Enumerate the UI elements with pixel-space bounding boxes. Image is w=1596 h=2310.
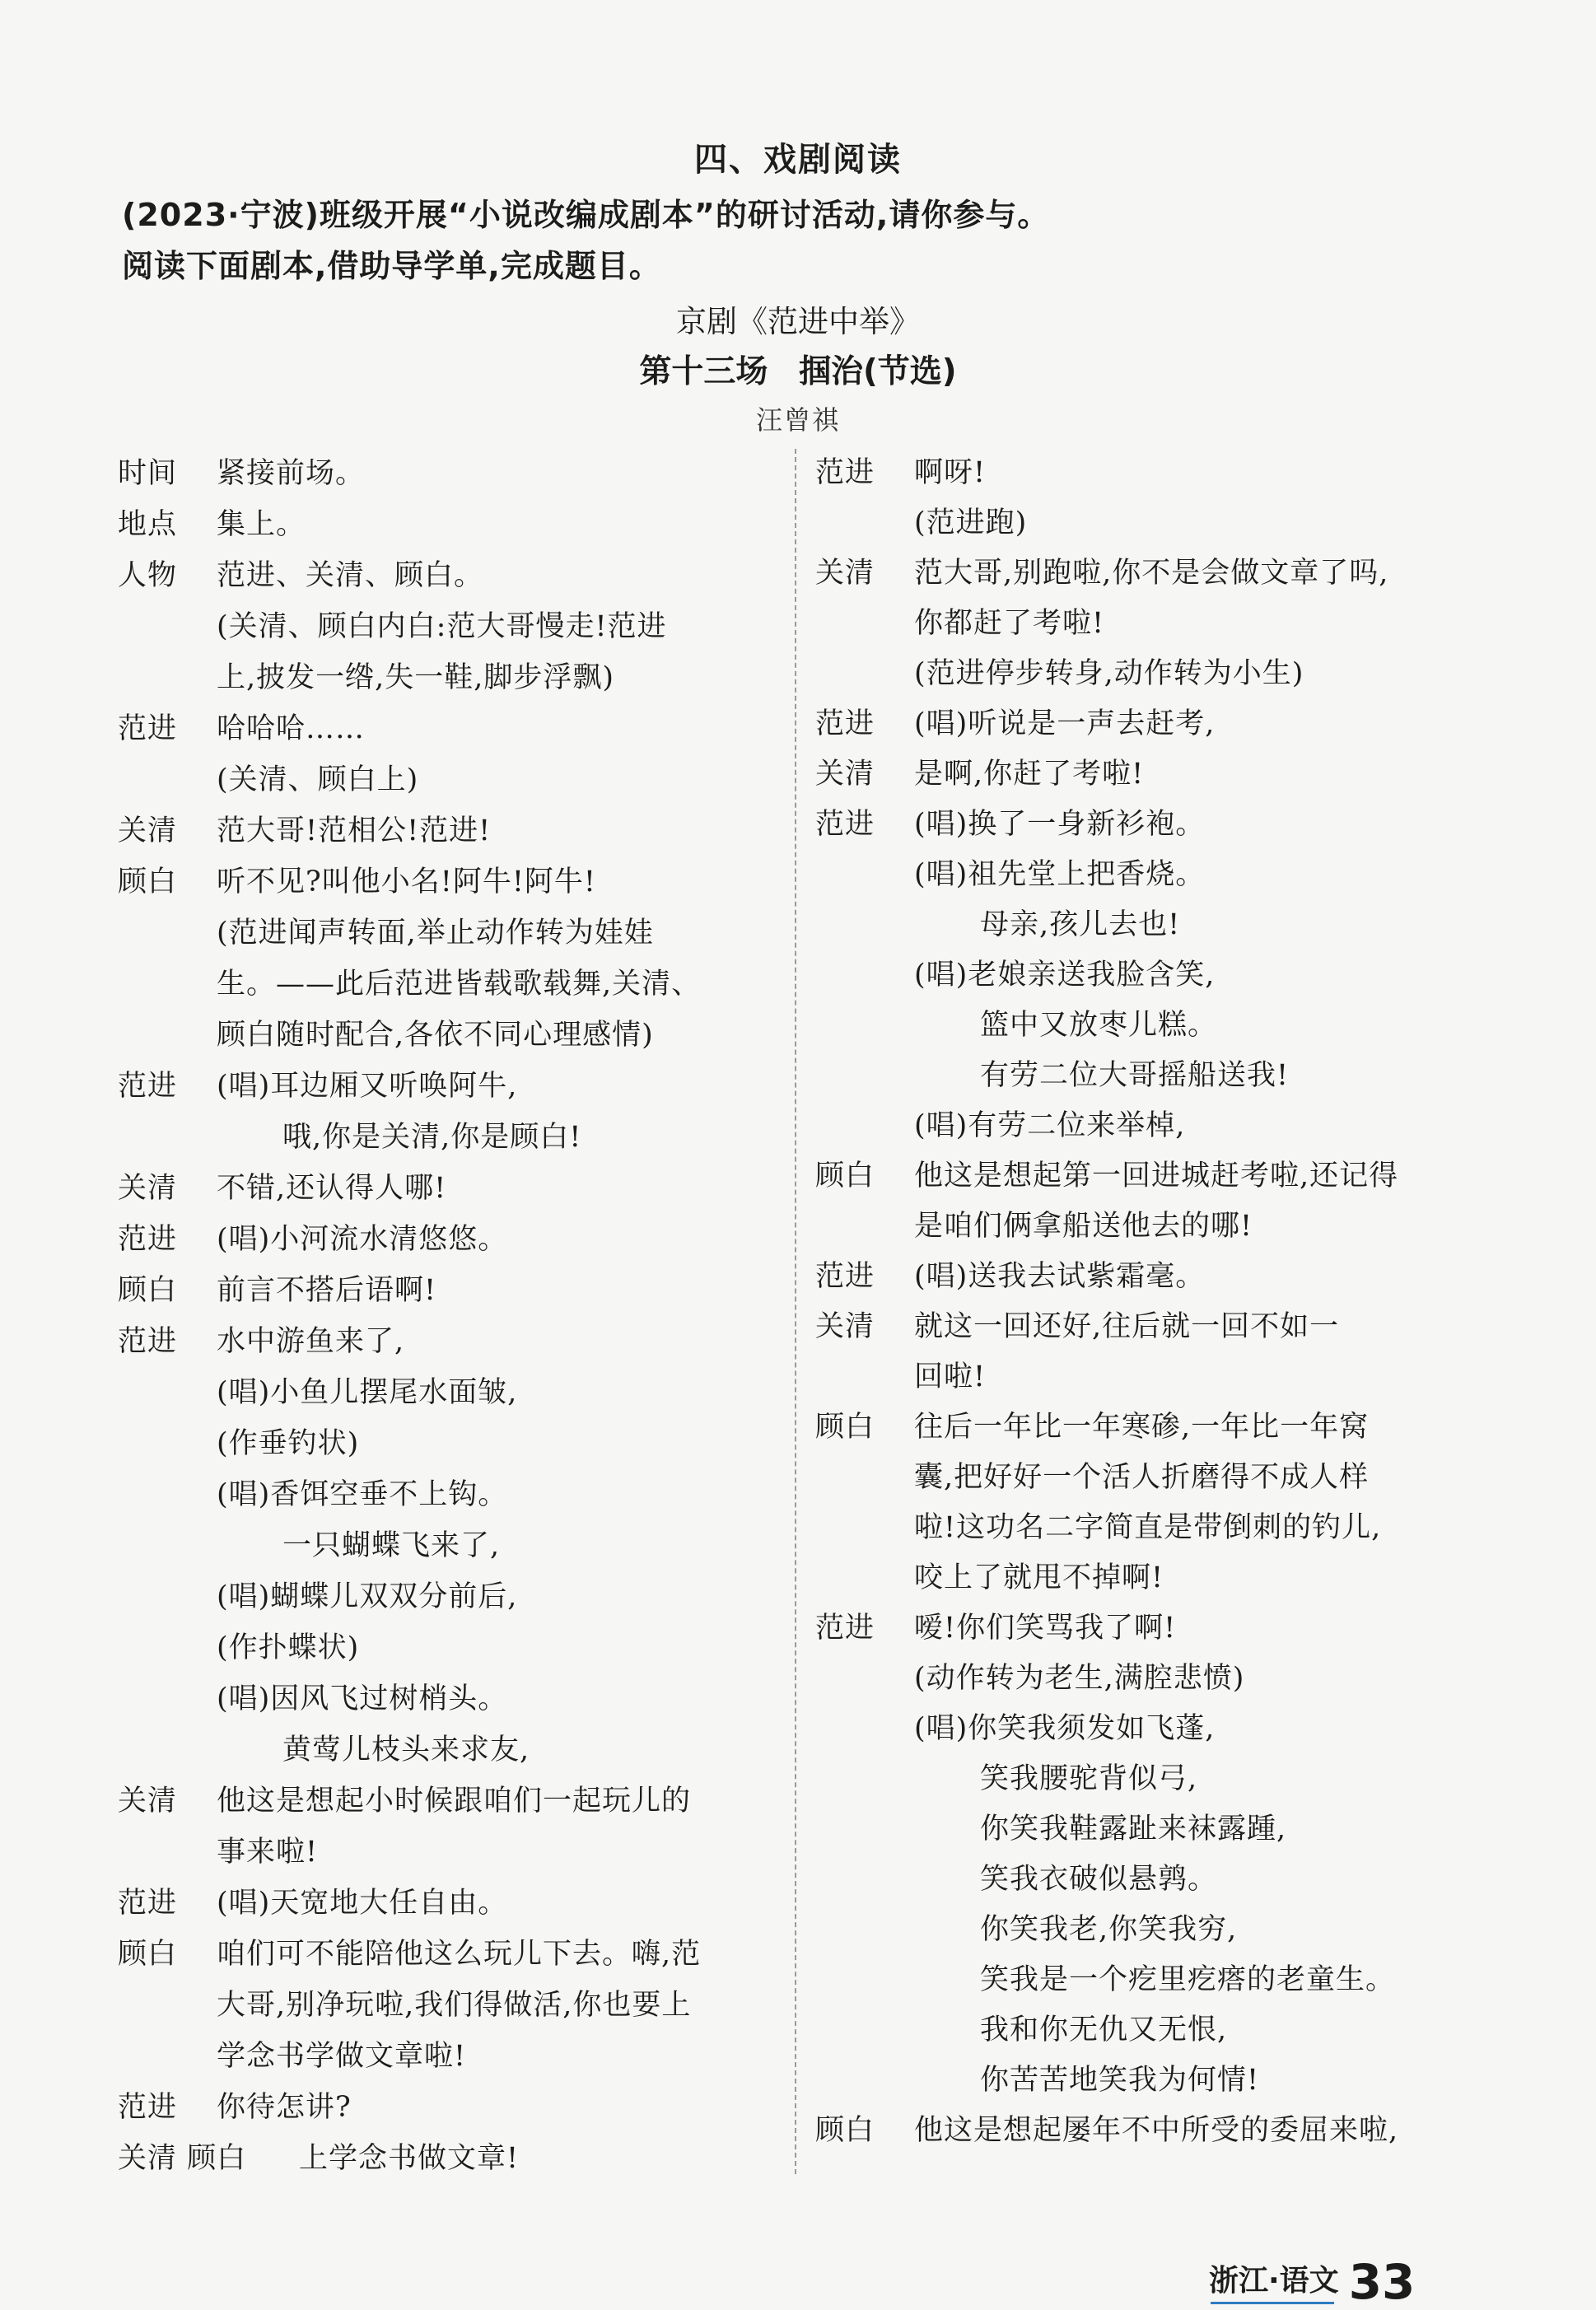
script-text: (作垂钓状) [217,1427,360,1460]
script-line [815,1252,1482,1302]
script-text: 啊呀! [914,456,987,489]
script-text: 是啊,你赶了考啦! [914,758,1145,791]
script-line [815,1503,1482,1553]
script-line [118,1112,777,1163]
script-line [118,2031,777,2082]
script-line [815,1704,1482,1754]
script-text: 哦,你是关清,你是顾白! [282,1121,582,1154]
script-line [118,1776,777,1827]
script-line [815,1804,1482,1855]
script-line [118,550,777,601]
script-text: (唱)你笑我须发如飞蓬, [914,1712,1216,1745]
script-text: 我和你无仇又无恨, [980,2014,1228,2046]
script-line [815,800,1482,850]
script-line [815,498,1482,548]
script-line [815,1001,1482,1051]
script-text: (唱)老娘亲送我脸含笑, [914,959,1216,992]
script-line [118,1673,777,1724]
footer-region: 浙江·语文 [1209,2264,1339,2298]
script-text: (范进停步转身,动作转为小生) [914,657,1304,690]
script-text: 你待怎讲? [217,2091,352,2124]
speaker-label: 范进 [118,1070,178,1103]
footer-accent-underline [1211,2302,1334,2304]
script-line [118,2082,777,2133]
script-text: 他这是想起小时候跟咱们一起玩儿的 [217,1785,692,1818]
script-line [815,950,1482,1001]
script-line [815,1051,1482,1101]
script-text: 往后一年比一年寒碜,一年比一年窝 [914,1411,1370,1444]
script-text: (范进闻声转面,举止动作转为娃娃 [217,917,654,950]
speaker-label: 范进 [118,2091,178,2124]
script-line [815,2056,1482,2106]
script-line [815,599,1482,649]
speaker-label: 范进 [815,456,875,489]
script-line [118,1980,777,2031]
script-line [815,1352,1482,1402]
speaker-label: 关清 [815,758,875,791]
script-line [815,1754,1482,1804]
script-line [815,649,1482,699]
script-line [118,908,777,959]
script-text: (范进跑) [914,506,1028,539]
speaker-label: 顾白 [815,1411,875,1444]
script-text: 母亲,孩儿去也! [980,908,1181,941]
intro-line-1: (2023·宁波)班级开展“小说改编成剧本”的研讨活动,请你参与。 [122,197,1050,233]
script-text: 上学念书做文章! [299,2142,520,2175]
script-line [118,1214,777,1265]
script-text: 顾白随时配合,各依不同心理感情) [217,1019,654,1052]
script-line [815,749,1482,800]
script-text: 囊,把好好一个活人折磨得不成人样 [914,1461,1370,1494]
script-line [118,1316,777,1367]
script-text: 啦!这功名二字简直是带倒刺的钓儿, [914,1511,1382,1544]
script-text: 一只蝴蝶飞来了, [282,1529,501,1562]
script-text: 范大哥,别跑啦,你不是会做文章了吗, [914,557,1389,590]
section-heading: 四、戏剧阅读 [694,141,902,179]
script-text: 咬上了就甩不掉啊! [914,1561,1164,1594]
speaker-label: 范进 [118,1887,178,1920]
page-number: 33 [1348,2254,1416,2310]
speaker-label: 关清 [815,557,875,590]
script-text: 笑我腰驼背似弓, [980,1762,1198,1795]
script-text: (唱)耳边厢又听唤阿牛, [217,1070,518,1103]
script-text: 就这一回还好,往后就一回不如一 [914,1310,1340,1343]
script-line [815,1955,1482,2005]
speaker-label: 关清 [118,814,178,847]
script-line [118,754,777,805]
script-text: (唱)听说是一声去赶考, [914,707,1216,740]
script-line [118,601,777,652]
script-text: 有劳二位大哥摇船送我! [980,1059,1290,1092]
script-text: (唱)因风飞过树梢头。 [217,1682,508,1715]
speaker-label: 顾白 [118,1938,178,1971]
speaker-label: 范进 [815,1612,875,1645]
script-line [815,1402,1482,1453]
speaker-label: 顾白 [118,1274,178,1307]
script-text: (唱)小河流水清悠悠。 [217,1223,508,1256]
script-line [815,1553,1482,1603]
script-text: 咱们可不能陪他这么玩儿下去。嗨,范 [217,1938,702,1971]
script-line [118,1929,777,1980]
script-text: 你笑我老,你笑我穷, [980,1913,1238,1946]
script-line [815,699,1482,749]
script-line [815,850,1482,900]
speaker-label: 关清 [118,1785,178,1818]
speaker-label: 关清 [815,1310,875,1343]
script-line [118,959,777,1010]
script-text: 笑我衣破似悬鹑。 [980,1863,1218,1896]
script-line [118,652,777,703]
speaker-label: 地点 [118,508,178,541]
script-line [815,2005,1482,2056]
script-text: 笑我是一个疙里疙瘩的老童生。 [980,1963,1396,1996]
script-text: (唱)祖先堂上把香烧。 [914,858,1206,891]
script-line [118,1418,777,1469]
script-text: 哈哈哈…… [217,712,366,745]
intro-line-2: 阅读下面剧本,借助导学单,完成题目。 [122,248,661,284]
script-text: (唱)送我去试紫霜毫。 [914,1260,1206,1293]
script-text: 事来啦! [217,1836,319,1869]
author: 汪曾祺 [755,404,840,436]
script-text: (关清、顾白内白:范大哥慢走!范进 [217,610,667,643]
script-line [815,1855,1482,1905]
script-line [118,1061,777,1112]
script-text: 上,披发一绺,失一鞋,脚步浮飘) [217,661,615,694]
script-text: 是咱们俩拿船送他去的哪! [914,1210,1253,1243]
script-line [815,1905,1482,1955]
script-text: (唱)换了一身新衫袍。 [914,808,1206,841]
script-line [118,1367,777,1418]
script-text: 生。——此后范进皆载歌载舞,关清、 [217,968,702,1001]
speaker-label: 范进 [118,1325,178,1358]
script-text: 紧接前场。 [217,457,366,490]
speaker-label: 范进 [815,808,875,841]
script-line [815,1453,1482,1503]
script-line [118,1571,777,1622]
script-text: 他这是想起第一回进城赶考啦,还记得 [914,1160,1399,1192]
script-text: 篮中又放枣儿糕。 [980,1009,1218,1042]
script-text: (唱)蝴蝶儿双双分前后, [217,1580,518,1613]
speaker-label: 顾白 [118,866,178,898]
script-text: 回啦! [914,1360,987,1393]
script-text: 他这是想起屡年不中所受的委屈来啦, [914,2114,1399,2147]
script-line [118,1878,777,1929]
script-line [118,1469,777,1520]
script-line [118,1827,777,1878]
column-divider [795,449,796,2174]
script-text: 集上。 [217,508,306,541]
script-line [118,1724,777,1776]
script-line [815,1603,1482,1654]
script-line [815,1101,1482,1151]
script-text: 学念书学做文章啦! [217,2040,467,2073]
script-text: 范大哥!范相公!范进! [217,814,492,847]
script-line [815,1151,1482,1202]
script-column-right [815,448,1482,2156]
play-title: 京剧《范进中举》 [676,304,920,339]
script-text: (关清、顾白上) [217,763,419,796]
script-line [815,548,1482,599]
speaker-label: 范进 [815,707,875,740]
script-text: 前言不搭后语啊! [217,1274,437,1307]
script-line [118,1010,777,1061]
script-line [815,2106,1482,2156]
script-text: 水中游鱼来了, [217,1325,405,1358]
script-line [118,1622,777,1673]
script-line [815,1654,1482,1704]
script-text: 不错,还认得人哪! [217,1172,447,1205]
script-line [118,499,777,550]
script-line [815,1202,1482,1252]
script-text: 大哥,别净玩啦,我们得做活,你也要上 [217,1989,692,2022]
speaker-label: 范进 [815,1260,875,1293]
speaker-label: 范进 [118,712,178,745]
script-text: 听不见?叫他小名!阿牛!阿牛! [217,866,596,898]
script-text: (唱)香饵空垂不上钩。 [217,1478,508,1511]
script-line [118,856,777,908]
speaker-label: 时间 [118,457,178,490]
speaker-label: 顾白 [815,2114,875,2147]
script-text: 黄莺儿枝头来求友, [282,1734,530,1766]
script-text: (唱)有劳二位来举棹, [914,1109,1186,1142]
script-line [118,448,777,499]
script-text: 嗳!你们笑骂我了啊! [914,1612,1177,1645]
script-text: (动作转为老生,满腔悲愤) [914,1662,1245,1695]
speaker-label: 顾白 [815,1160,875,1192]
speaker-label: 范进 [118,1223,178,1256]
speaker-label: 关清 顾白 [118,2142,247,2175]
script-line [118,1520,777,1571]
page-footer [1209,2248,1416,2310]
speaker-label: 关清 [118,1172,178,1205]
script-text: 你都赶了考啦! [914,607,1105,640]
script-line [815,1302,1482,1352]
script-line [118,2133,777,2184]
script-text: (作扑蝶状) [217,1631,360,1664]
script-text: 你笑我鞋露趾来袜露踵, [980,1813,1287,1846]
script-line [815,900,1482,950]
script-line [118,805,777,856]
script-text: 你苦苦地笑我为何情! [980,2064,1260,2097]
speaker-label: 人物 [118,559,178,592]
scene-title: 第十三场 掴治(节选) [639,353,957,390]
script-line [118,703,777,754]
script-line [815,448,1482,498]
script-line [118,1163,777,1214]
script-column-left [118,448,777,2184]
script-text: (唱)天宽地大任自由。 [217,1887,508,1920]
script-text: (唱)小鱼儿摆尾水面皱, [217,1376,518,1409]
script-line [118,1265,777,1316]
script-text: 范进、关清、顾白。 [217,559,484,592]
